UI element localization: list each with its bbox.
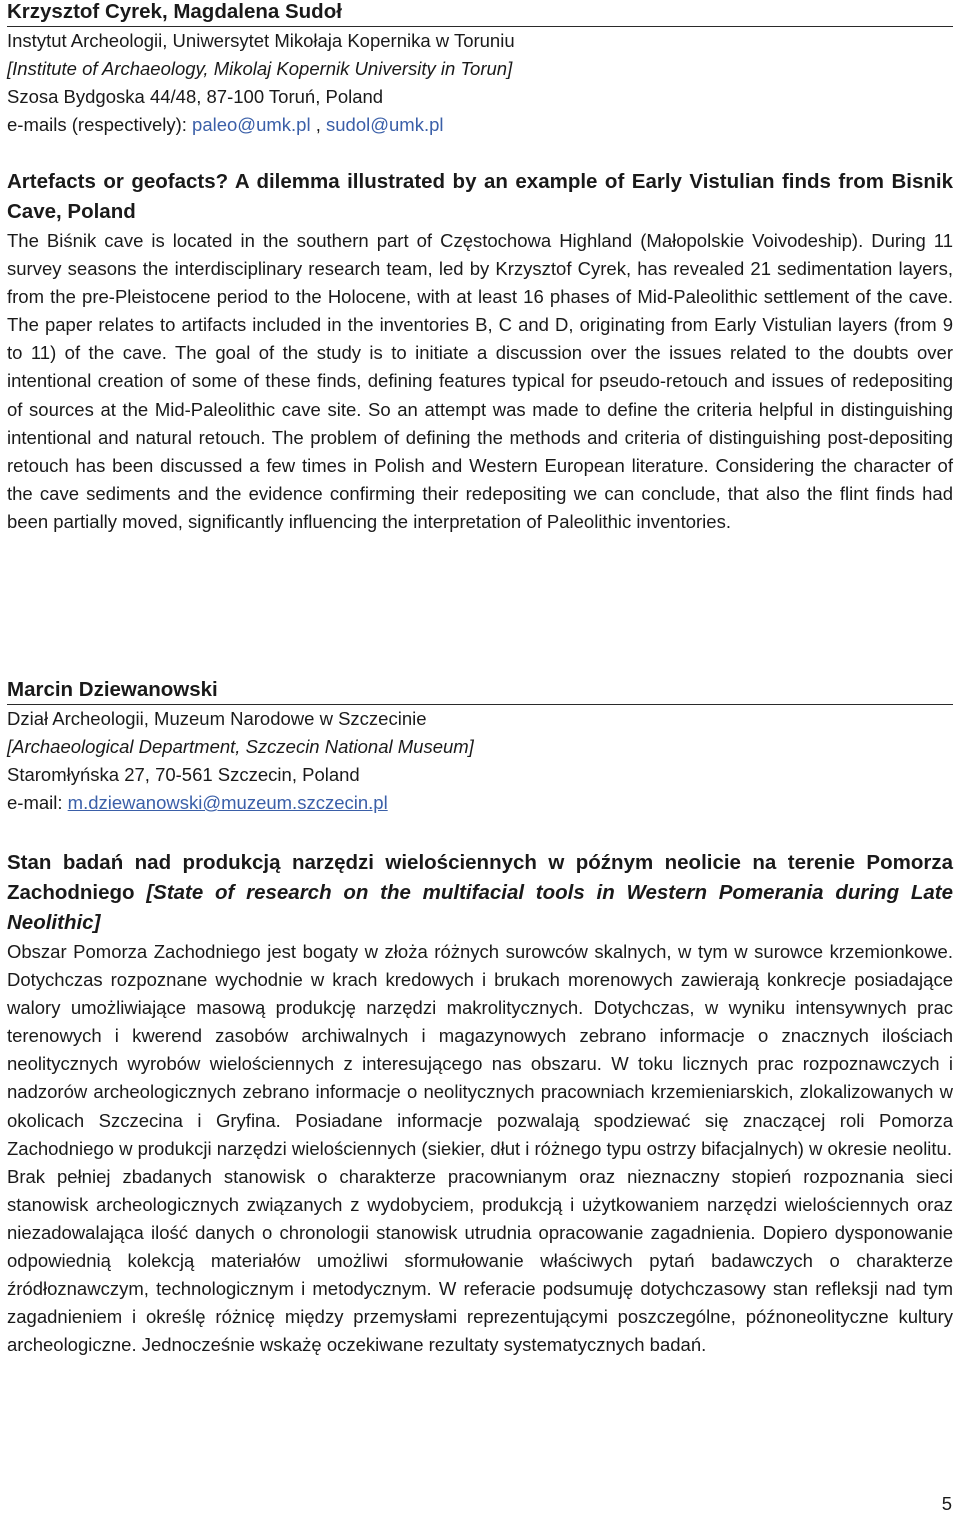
email-link-sudol[interactable]: sudol@umk.pl xyxy=(326,114,444,135)
postal-address: Staromłyńska 27, 70-561 Szczecin, Poland xyxy=(7,764,360,785)
affiliation-english: [Institute of Archaeology, Mikolaj Kopernik University in Torun] xyxy=(7,58,513,79)
email-label: e-mail: xyxy=(7,792,68,813)
abstract-text: The Biśnik cave is located in the southern part of Częstochowa Highland (Małopolskie Voivodeship). During 11 survey seasons the interdisciplinary research team, led by Krzysztof Cyrek, has revealed 21 sedimentation layers, from the pre-Pleistocene period to the Holocene, with at least 16 phases of Mid-Paleolithic settlement of the cave. The paper relates to artifacts included in the inventories B, C and D, originating from Early Vistulian layers (from 9 to 11) of the cave. The goal of the study is to initiate a discussion over the issues related to the doubts over intentional creation of some of these finds, defining features typical for pseudo-retouch and issues of redepositing of sources at the Mid-Paleolithic cave site. So an attempt was made to define the criteria helpful in distinguishing intentional and natural retouch. The problem of defining the methods and criteria of distinguishing post-depositing retouch has been discussed a few times in Polish and Western European literature. Considering the character of the cave sediments and the evidence confirming their redepositing we can conclude, that also the flint finds had been partially moved, significantly influencing the interpretation of Paleolithic inventories. xyxy=(7,230,953,532)
paper-title-polish: Stan badań nad produkcją narzędzi wielościennych w późnym neolicie na terenie Pomorza Zachodniego xyxy=(7,851,953,904)
email-line xyxy=(7,789,953,817)
affiliation: Instytut Archeologii, Uniwersytet Mikołaja Kopernika w Toruniu xyxy=(7,30,515,51)
paper-title: Artefacts or geofacts? A dilemma illustrated by an example of Early Vistulian finds from Bisnik Cave, Poland xyxy=(7,170,953,223)
affiliation: Dział Archeologii, Muzeum Narodowe w Szczecinie xyxy=(7,708,427,729)
author-names: Krzysztof Cyrek, Magdalena Sudoł xyxy=(7,0,953,27)
paper-title-english: [State of research on the multifacial tools in Western Pomerania during Late Neolithic] xyxy=(7,881,953,934)
abstract-entry-dziewanowski xyxy=(7,676,953,1359)
abstract-paragraph-2: Brak pełniej zbadanych stanowisk o charakterze pracownianym oraz nieznaczny stopień rozpoznania sieci stanowisk archeologicznych związanych z wydobyciem, produkcją i użytkowaniem narzędzi wielościennych oraz niezadowalająca ilość danych o chronologii stanowisk utrudnia opracowanie zagadnienia. Dopiero dysponowanie odpowiednią kolekcją materiałów umożliwi sformułowanie właściwych pytań badawczych o charakterze źródłoznawczym, technologicznym i metodycznym. W referacie podsumuję dotychczasowy stan refleksji nad tym zagadnieniem i określę różnicę między przemysłami reprezentującymi poszczególne, późnoneolityczne kultury archeologiczne. Jednocześnie wskażę oczekiwane rezultaty systematycznych badań. xyxy=(7,1165,953,1356)
paper-title xyxy=(7,848,953,938)
email-link-paleo[interactable]: paleo@umk.pl xyxy=(192,114,311,135)
author-name: Marcin Dziewanowski xyxy=(7,676,953,705)
email-separator: , xyxy=(310,114,327,135)
affiliation-english: [Archaeological Department, Szczecin National Museum] xyxy=(7,736,474,757)
page-number: 5 xyxy=(941,1493,952,1514)
email-label: e-mails (respectively): xyxy=(7,114,193,135)
abstract-paragraph-1: Obszar Pomorza Zachodniego jest bogaty w złoża różnych surowców skalnych, w tym w surowce krzemionkowe. Dotychczas rozpoznane wychodnie w krach kredowych i brukach morenowych zawierają konkrecje posiadające walory umożliwiające masową produkcję narzędzi makrolitycznych. Dotychczas, w wyniku intensywnych prac terenowych i kwerend zasobów archiwalnych i magazynowych zebrano informacje o znacznych ilościach neolitycznych wyrobów wielościennych z interesującego nas obszaru. W toku licznych prac rozpoznawczych i nadzorów archeologicznych zebrano informacje o neolitycznych pracowniach krzemieniarskich, zlokalizowanych w okolicach Szczecina i Gryfina. Posiadane informacje pozwalają spodziewać się znaczącej roli Pomorza Zachodniego w produkcji narzędzi wielościennych (siekier, dłut i różnego typu ostrzy bifacjalnych) w okresie neolitu. xyxy=(7,941,953,1159)
postal-address: Szosa Bydgoska 44/48, 87-100 Toruń, Poland xyxy=(7,86,384,107)
email-line xyxy=(7,111,953,139)
email-link-dziewanowski[interactable]: m.dziewanowski@muzeum.szczecin.pl xyxy=(67,792,388,813)
abstract-entry-cyrek-sudol xyxy=(7,0,953,536)
